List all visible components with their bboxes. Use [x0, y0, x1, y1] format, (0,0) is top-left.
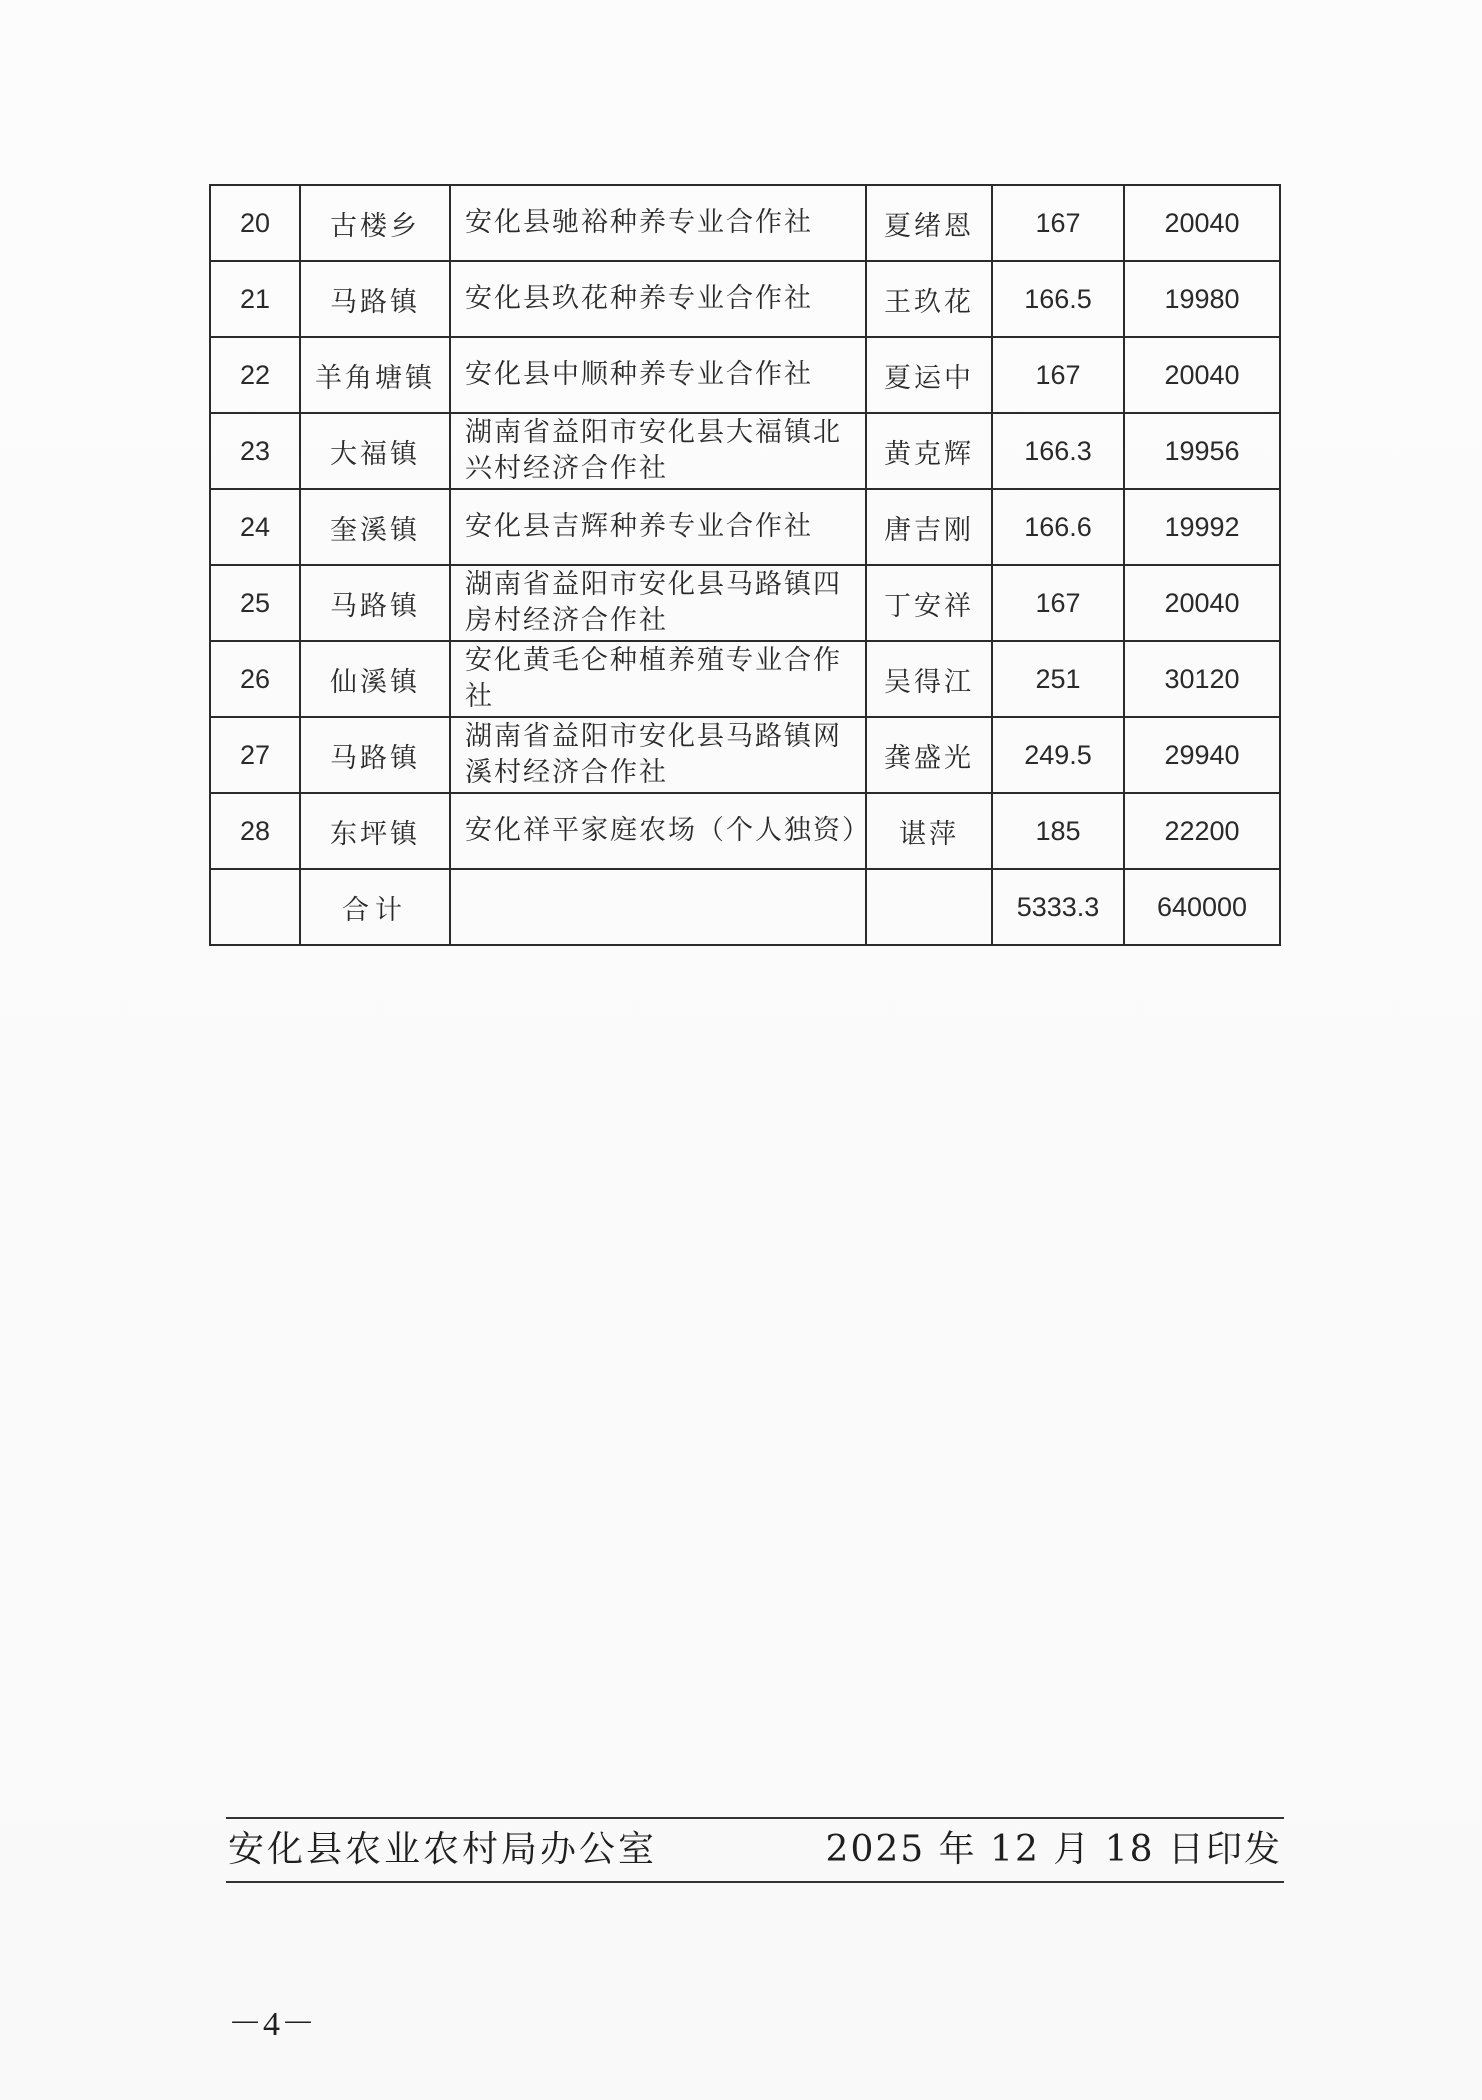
total-row [210, 869, 1280, 945]
amount-cell: 22200 [1124, 793, 1280, 869]
organization-cell: 湖南省益阳市安化县马路镇网溪村经济合作社 [450, 717, 866, 793]
organization-cell: 安化祥平家庭农场（个人独资） [450, 793, 866, 869]
row-number: 22 [210, 337, 300, 413]
page-number: －4－ [228, 2006, 316, 2043]
amount-cell: 19956 [1124, 413, 1280, 489]
row-number: 24 [210, 489, 300, 565]
issue-date: 2025 年 12 月 18 日印发 [825, 1829, 1282, 1870]
area-cell: 185 [992, 793, 1124, 869]
table-row [210, 261, 1280, 337]
row-number: 26 [210, 641, 300, 717]
area-cell: 167 [992, 185, 1124, 261]
area-cell: 249.5 [992, 717, 1124, 793]
subsidy-table [209, 184, 1281, 946]
area-cell: 251 [992, 641, 1124, 717]
amount-cell: 20040 [1124, 337, 1280, 413]
person-cell: 王玖花 [866, 261, 992, 337]
amount-cell: 20040 [1124, 185, 1280, 261]
amount-cell: 30120 [1124, 641, 1280, 717]
row-number: 21 [210, 261, 300, 337]
person-cell: 黄克辉 [866, 413, 992, 489]
organization-cell: 湖南省益阳市安化县大福镇北兴村经济合作社 [450, 413, 866, 489]
row-number: 27 [210, 717, 300, 793]
table-row [210, 641, 1280, 717]
area-cell: 166.6 [992, 489, 1124, 565]
footer-top-rule [226, 1817, 1284, 1819]
organization-cell: 安化县驰裕种养专业合作社 [450, 185, 866, 261]
row-number: 23 [210, 413, 300, 489]
issuer-office: 安化县农业农村局办公室 [228, 1829, 658, 1870]
person-cell: 丁安祥 [866, 565, 992, 641]
row-number: 28 [210, 793, 300, 869]
area-cell: 167 [992, 565, 1124, 641]
table-row [210, 489, 1280, 565]
amount-cell: 20040 [1124, 565, 1280, 641]
town-cell: 羊角塘镇 [300, 337, 450, 413]
amount-cell: 19992 [1124, 489, 1280, 565]
table-row [210, 185, 1280, 261]
person-cell: 夏绪恩 [866, 185, 992, 261]
total-person-cell [866, 869, 992, 945]
area-cell: 166.3 [992, 413, 1124, 489]
table-body [210, 185, 1280, 945]
table-row [210, 337, 1280, 413]
table-row [210, 793, 1280, 869]
town-cell: 古楼乡 [300, 185, 450, 261]
total-amount: 640000 [1124, 869, 1280, 945]
row-number: 25 [210, 565, 300, 641]
town-cell: 马路镇 [300, 261, 450, 337]
total-number-cell [210, 869, 300, 945]
organization-cell: 安化县玖花种养专业合作社 [450, 261, 866, 337]
town-cell: 东坪镇 [300, 793, 450, 869]
total-label: 合计 [300, 869, 450, 945]
footer-bottom-rule [226, 1881, 1284, 1883]
person-cell: 龚盛光 [866, 717, 992, 793]
town-cell: 奎溪镇 [300, 489, 450, 565]
organization-cell: 安化县吉辉种养专业合作社 [450, 489, 866, 565]
amount-cell: 19980 [1124, 261, 1280, 337]
person-cell: 唐吉刚 [866, 489, 992, 565]
person-cell: 夏运中 [866, 337, 992, 413]
town-cell: 大福镇 [300, 413, 450, 489]
town-cell: 马路镇 [300, 565, 450, 641]
table-row [210, 717, 1280, 793]
total-area: 5333.3 [992, 869, 1124, 945]
amount-cell: 29940 [1124, 717, 1280, 793]
area-cell: 167 [992, 337, 1124, 413]
total-organization-cell [450, 869, 866, 945]
person-cell: 吴得江 [866, 641, 992, 717]
organization-cell: 湖南省益阳市安化县马路镇四房村经济合作社 [450, 565, 866, 641]
person-cell: 谌萍 [866, 793, 992, 869]
table-row [210, 413, 1280, 489]
organization-cell: 安化县中顺种养专业合作社 [450, 337, 866, 413]
town-cell: 仙溪镇 [300, 641, 450, 717]
table-row [210, 565, 1280, 641]
area-cell: 166.5 [992, 261, 1124, 337]
row-number: 20 [210, 185, 300, 261]
organization-cell: 安化黄毛仑种植养殖专业合作社 [450, 641, 866, 717]
town-cell: 马路镇 [300, 717, 450, 793]
